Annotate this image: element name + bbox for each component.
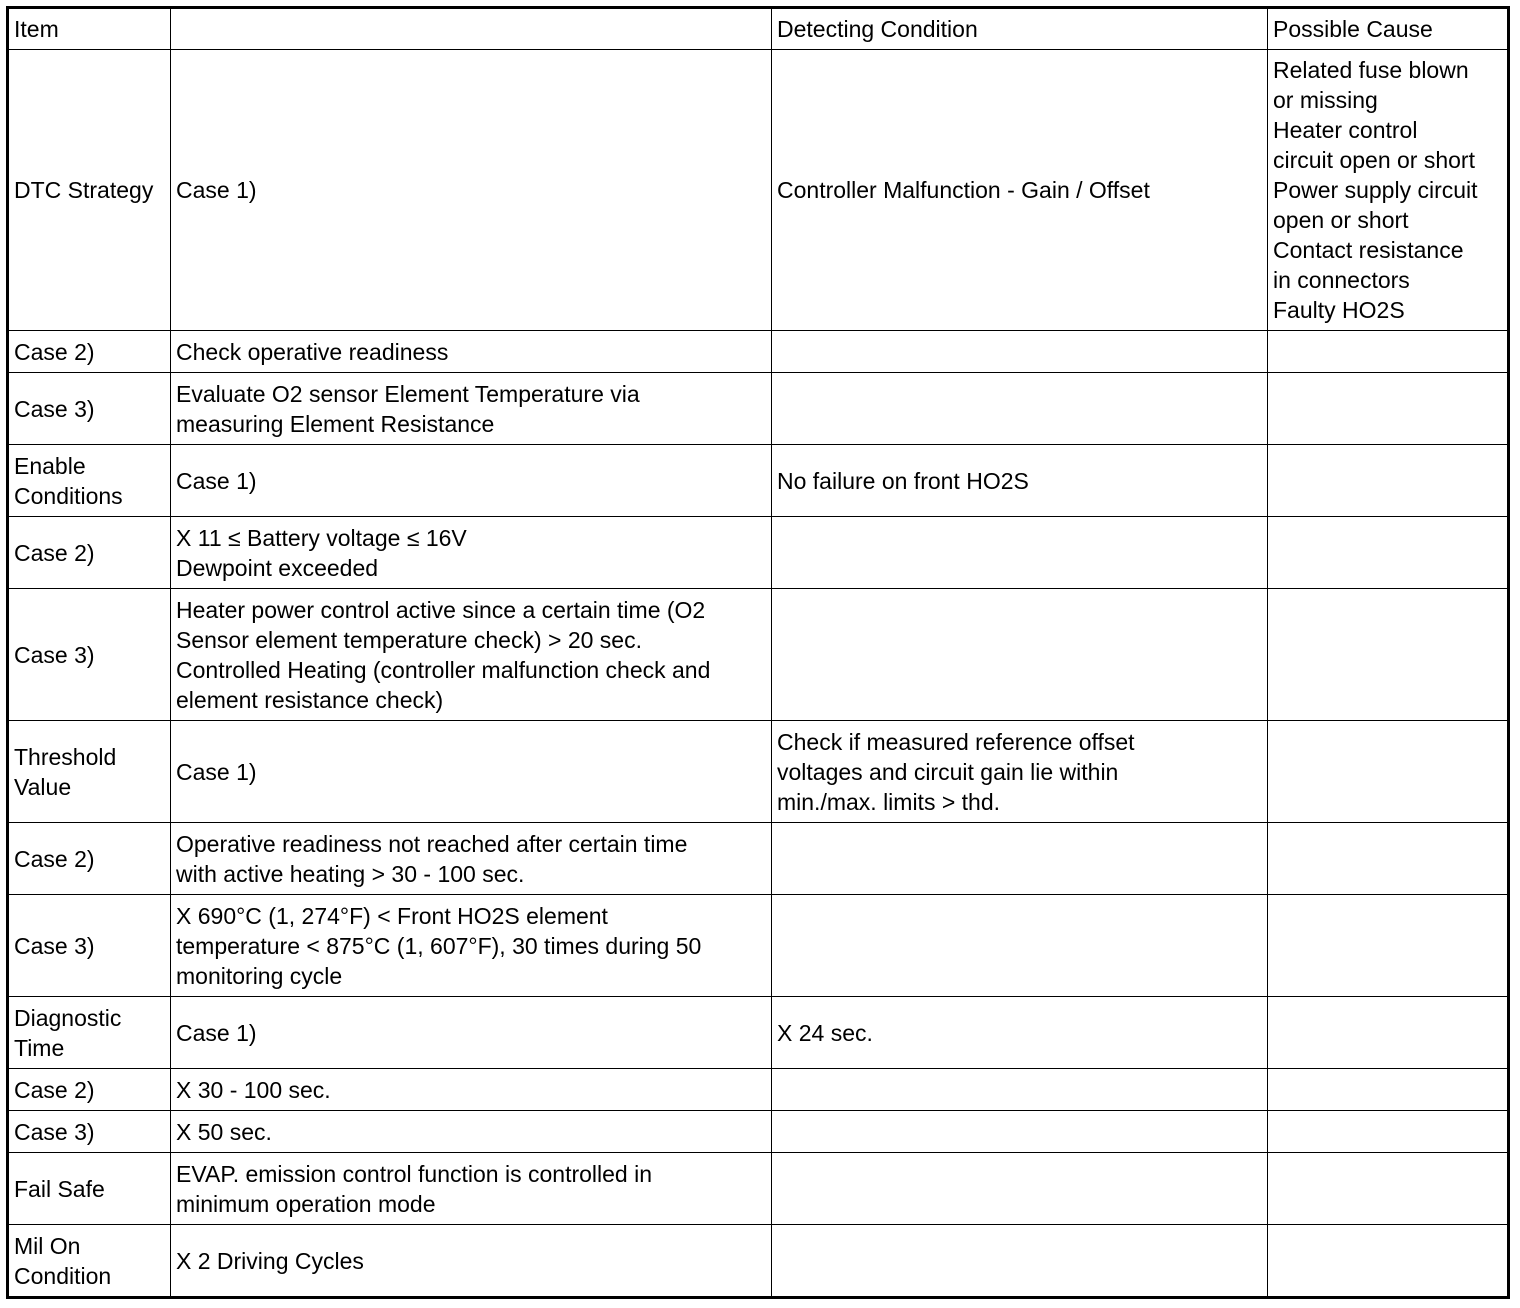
row-detecting-condition: [772, 1225, 1268, 1298]
row-detecting-condition: [772, 1111, 1268, 1153]
dtc-specification-table: [6, 6, 1510, 1299]
row-description: Evaluate O2 sensor Element Temperature via measuring Element Resistance: [171, 373, 772, 445]
row-description: Case 1): [171, 445, 772, 517]
row-description: X 11 ≤ Battery voltage ≤ 16V Dewpoint exceeded: [171, 517, 772, 589]
row-possible-cause: [1268, 1111, 1509, 1153]
row-possible-cause: [1268, 1069, 1509, 1111]
table-header-row: [8, 8, 1509, 50]
table-row: [8, 1111, 1509, 1153]
row-possible-cause: [1268, 445, 1509, 517]
row-description: Check operative readiness: [171, 331, 772, 373]
table-row: [8, 589, 1509, 721]
row-item: Fail Safe: [8, 1153, 171, 1225]
row-item: Case 2): [8, 517, 171, 589]
table-row: [8, 721, 1509, 823]
row-detecting-condition: Controller Malfunction - Gain / Offset: [772, 50, 1268, 331]
row-item: Case 2): [8, 1069, 171, 1111]
table-row: [8, 1225, 1509, 1298]
row-possible-cause: [1268, 373, 1509, 445]
row-detecting-condition: [772, 331, 1268, 373]
row-item: Case 2): [8, 823, 171, 895]
table-row: [8, 331, 1509, 373]
row-description: Operative readiness not reached after certain time with active heating > 30 - 100 sec.: [171, 823, 772, 895]
row-item: Case 3): [8, 1111, 171, 1153]
row-possible-cause: [1268, 331, 1509, 373]
row-possible-cause: [1268, 1225, 1509, 1298]
row-description: X 2 Driving Cycles: [171, 1225, 772, 1298]
header-detecting-condition: Detecting Condition: [772, 8, 1268, 50]
row-possible-cause: [1268, 895, 1509, 997]
row-detecting-condition: [772, 1153, 1268, 1225]
row-item: Threshold Value: [8, 721, 171, 823]
table-row: [8, 1153, 1509, 1225]
row-detecting-condition: X 24 sec.: [772, 997, 1268, 1069]
header-possible-cause: Possible Cause: [1268, 8, 1509, 50]
row-item: Enable Conditions: [8, 445, 171, 517]
row-detecting-condition: [772, 1069, 1268, 1111]
row-detecting-condition: [772, 517, 1268, 589]
row-item: DTC Strategy: [8, 50, 171, 331]
row-description: X 30 - 100 sec.: [171, 1069, 772, 1111]
row-description: EVAP. emission control function is controlled in minimum operation mode: [171, 1153, 772, 1225]
row-description: Case 1): [171, 721, 772, 823]
row-possible-cause: [1268, 823, 1509, 895]
row-detecting-condition: [772, 589, 1268, 721]
table-row: [8, 1069, 1509, 1111]
row-possible-cause: Related fuse blown or missing Heater control circuit open or short Power supply circuit open or short Contact resistance in connectors Faulty HO2S: [1268, 50, 1509, 331]
table-row: [8, 517, 1509, 589]
row-detecting-condition: Check if measured reference offset voltages and circuit gain lie within min./max. limits > thd.: [772, 721, 1268, 823]
row-possible-cause: [1268, 997, 1509, 1069]
table-row: [8, 997, 1509, 1069]
row-detecting-condition: No failure on front HO2S: [772, 445, 1268, 517]
header-blank: [171, 8, 772, 50]
row-possible-cause: [1268, 721, 1509, 823]
row-description: X 690°C (1, 274°F) < Front HO2S element temperature < 875°C (1, 607°F), 30 times during 50 monitoring cycle: [171, 895, 772, 997]
table-row: [8, 895, 1509, 997]
row-detecting-condition: [772, 895, 1268, 997]
row-description: Case 1): [171, 997, 772, 1069]
table-row: [8, 445, 1509, 517]
row-description: Case 1): [171, 50, 772, 331]
header-item: Item: [8, 8, 171, 50]
row-item: Mil On Condition: [8, 1225, 171, 1298]
table-row: [8, 373, 1509, 445]
row-item: Case 3): [8, 589, 171, 721]
row-item: Diagnostic Time: [8, 997, 171, 1069]
row-detecting-condition: [772, 823, 1268, 895]
row-item: Case 3): [8, 895, 171, 997]
table-row: [8, 50, 1509, 331]
row-item: Case 2): [8, 331, 171, 373]
row-description: X 50 sec.: [171, 1111, 772, 1153]
row-possible-cause: [1268, 517, 1509, 589]
row-detecting-condition: [772, 373, 1268, 445]
row-item: Case 3): [8, 373, 171, 445]
row-possible-cause: [1268, 1153, 1509, 1225]
table-row: [8, 823, 1509, 895]
row-possible-cause: [1268, 589, 1509, 721]
row-description: Heater power control active since a certain time (O2 Sensor element temperature check) > 20 sec. Controlled Heating (controller malfunction check and element resistance check): [171, 589, 772, 721]
